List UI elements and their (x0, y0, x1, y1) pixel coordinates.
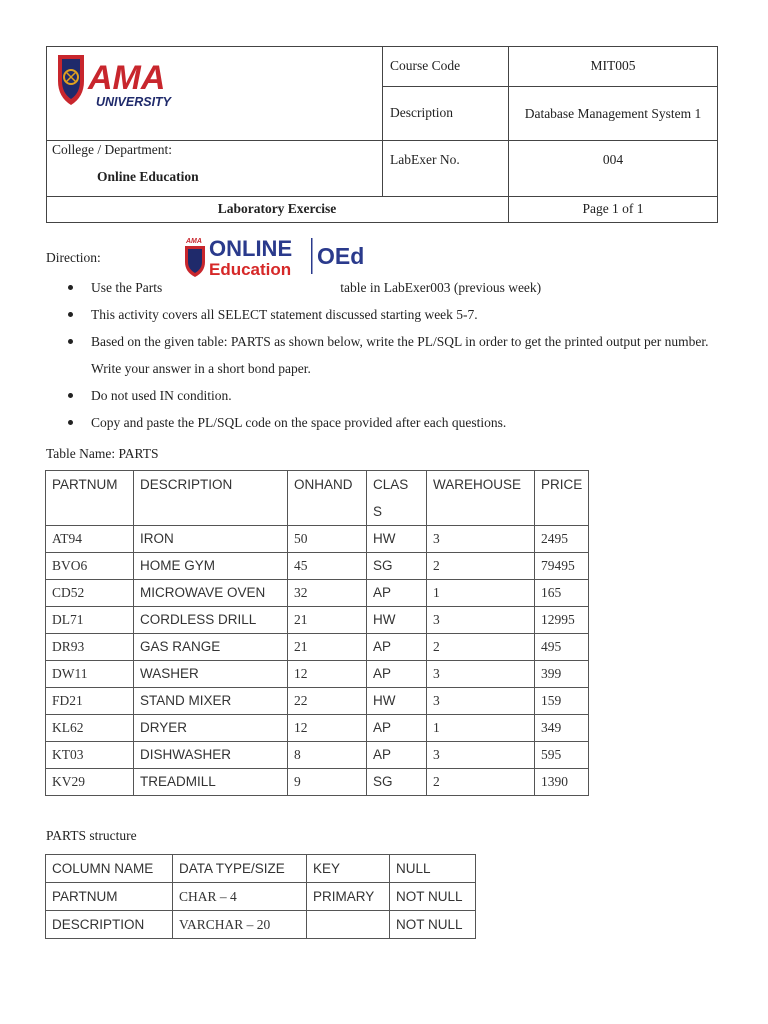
table-row (46, 580, 589, 607)
college-value: Online Education (97, 169, 199, 184)
table-cell: 3 (427, 688, 535, 715)
header-table (46, 46, 718, 223)
table-cell: WASHER (134, 661, 288, 688)
table-cell: HW (367, 688, 427, 715)
column-header: PRICE (535, 471, 589, 526)
table-row (46, 715, 589, 742)
table-cell: 159 (535, 688, 589, 715)
table-cell: DRYER (134, 715, 288, 742)
table-cell: KV29 (46, 769, 134, 796)
table-cell: AP (367, 742, 427, 769)
table-cell: 12 (288, 715, 367, 742)
table-header-row (46, 855, 476, 883)
table-cell: NOT NULL (390, 911, 476, 939)
table-cell: 399 (535, 661, 589, 688)
table-cell: 495 (535, 634, 589, 661)
table-cell: PARTNUM (46, 883, 173, 911)
table-cell: 2 (427, 769, 535, 796)
parts-structure-table (45, 854, 476, 939)
table-cell: IRON (134, 526, 288, 553)
table-cell: 3 (427, 742, 535, 769)
table-cell: AP (367, 634, 427, 661)
table-cell: 50 (288, 526, 367, 553)
table-cell: 349 (535, 715, 589, 742)
course-code-label: Course Code (390, 58, 461, 73)
table-cell: 12995 (535, 607, 589, 634)
structure-title: PARTS structure (46, 828, 137, 843)
table-cell: 21 (288, 634, 367, 661)
table-cell: MICROWAVE OVEN (134, 580, 288, 607)
table-cell: TREADMILL (134, 769, 288, 796)
table-cell: 1390 (535, 769, 589, 796)
column-header: ONHAND (288, 471, 367, 526)
table-cell: SG (367, 769, 427, 796)
bullet-item: Copy and paste the PL/SQL code on the space provided after each questions. (56, 409, 716, 436)
table-cell: 21 (288, 607, 367, 634)
exercise-title: Laboratory Exercise (217, 201, 337, 216)
table-cell: AP (367, 580, 427, 607)
online-education-logo (183, 234, 373, 278)
column-header: CLAS S (367, 471, 427, 526)
table-cell: HOME GYM (134, 553, 288, 580)
column-header: KEY (307, 855, 390, 883)
column-header: DESCRIPTION (134, 471, 288, 526)
table-cell: AT94 (46, 526, 134, 553)
parts-table (45, 470, 589, 796)
labexer-value: 004 (602, 152, 624, 167)
labexer-label: LabExer No. (390, 152, 460, 167)
table-cell: STAND MIXER (134, 688, 288, 715)
table-cell: 3 (427, 661, 535, 688)
table-cell: 2 (427, 553, 535, 580)
table-cell: HW (367, 526, 427, 553)
table-cell: VARCHAR – 20 (173, 911, 307, 939)
table-row (46, 911, 476, 939)
table-row (46, 742, 589, 769)
table-cell: 1 (427, 580, 535, 607)
table-cell: CHAR – 4 (173, 883, 307, 911)
table-cell (307, 911, 390, 939)
column-header: PARTNUM (46, 471, 134, 526)
table-cell: SG (367, 553, 427, 580)
column-header: DATA TYPE/SIZE (173, 855, 307, 883)
college-label: College / Department: (52, 142, 172, 157)
svg-text:AMA: AMA (186, 238, 202, 245)
description-value: Database Management System 1 (524, 105, 702, 121)
table-cell: 8 (288, 742, 367, 769)
table-cell: GAS RANGE (134, 634, 288, 661)
table-cell: CORDLESS DRILL (134, 607, 288, 634)
table-cell: 595 (535, 742, 589, 769)
table-cell: KL62 (46, 715, 134, 742)
table-cell: 22 (288, 688, 367, 715)
table-row (46, 769, 589, 796)
svg-text:Education: Education (209, 260, 292, 278)
bullet-item: This activity covers all SELECT statement discussed starting week 5-7. (56, 301, 716, 328)
table-cell: 79495 (535, 553, 589, 580)
table-row (46, 526, 589, 553)
table-cell: 1 (427, 715, 535, 742)
direction-label: Direction: (46, 250, 101, 265)
table-row (46, 661, 589, 688)
table-header-row (46, 471, 589, 526)
table-cell: DESCRIPTION (46, 911, 173, 939)
table-cell: DR93 (46, 634, 134, 661)
table-cell: 3 (427, 607, 535, 634)
table-cell: AP (367, 715, 427, 742)
direction-bullets (56, 274, 716, 436)
column-header: COLUMN NAME (46, 855, 173, 883)
table-cell: CD52 (46, 580, 134, 607)
bullet-item: Do not used IN condition. (56, 382, 716, 409)
svg-text:AMA: AMA (88, 59, 166, 97)
table-name-label: Table Name: PARTS (46, 446, 159, 461)
table-cell: DW11 (46, 661, 134, 688)
table-cell: NOT NULL (390, 883, 476, 911)
table-row (46, 553, 589, 580)
table-cell: DL71 (46, 607, 134, 634)
table-row (46, 634, 589, 661)
svg-text:ONLINE: ONLINE (209, 236, 293, 261)
table-cell: 45 (288, 553, 367, 580)
bullet-item: Use the Parts table in LabExer003 (previous week) (56, 274, 716, 301)
table-cell: DISHWASHER (134, 742, 288, 769)
table-cell: 12 (288, 661, 367, 688)
table-cell: BVO6 (46, 553, 134, 580)
table-row (46, 883, 476, 911)
table-cell: PRIMARY (307, 883, 390, 911)
table-cell: 2495 (535, 526, 589, 553)
table-cell: 165 (535, 580, 589, 607)
svg-text:OEd: OEd (317, 243, 365, 269)
page-number: Page 1 of 1 (582, 201, 644, 216)
table-cell: 2 (427, 634, 535, 661)
column-header: NULL (390, 855, 476, 883)
table-cell: KT03 (46, 742, 134, 769)
table-cell: AP (367, 661, 427, 688)
table-cell: FD21 (46, 688, 134, 715)
ama-university-logo (54, 51, 194, 121)
description-label: Description (390, 105, 453, 120)
column-header: WAREHOUSE (427, 471, 535, 526)
table-row (46, 688, 589, 715)
table-cell: 9 (288, 769, 367, 796)
table-cell: 3 (427, 526, 535, 553)
course-code-value: MIT005 (590, 58, 636, 73)
table-cell: 32 (288, 580, 367, 607)
table-row (46, 607, 589, 634)
table-cell: HW (367, 607, 427, 634)
svg-text:UNIVERSITY: UNIVERSITY (96, 95, 172, 109)
bullet-item: Based on the given table: PARTS as shown below, write the PL/SQL in order to get the printed output per number. Write your answer in a short bond paper. (56, 328, 716, 382)
